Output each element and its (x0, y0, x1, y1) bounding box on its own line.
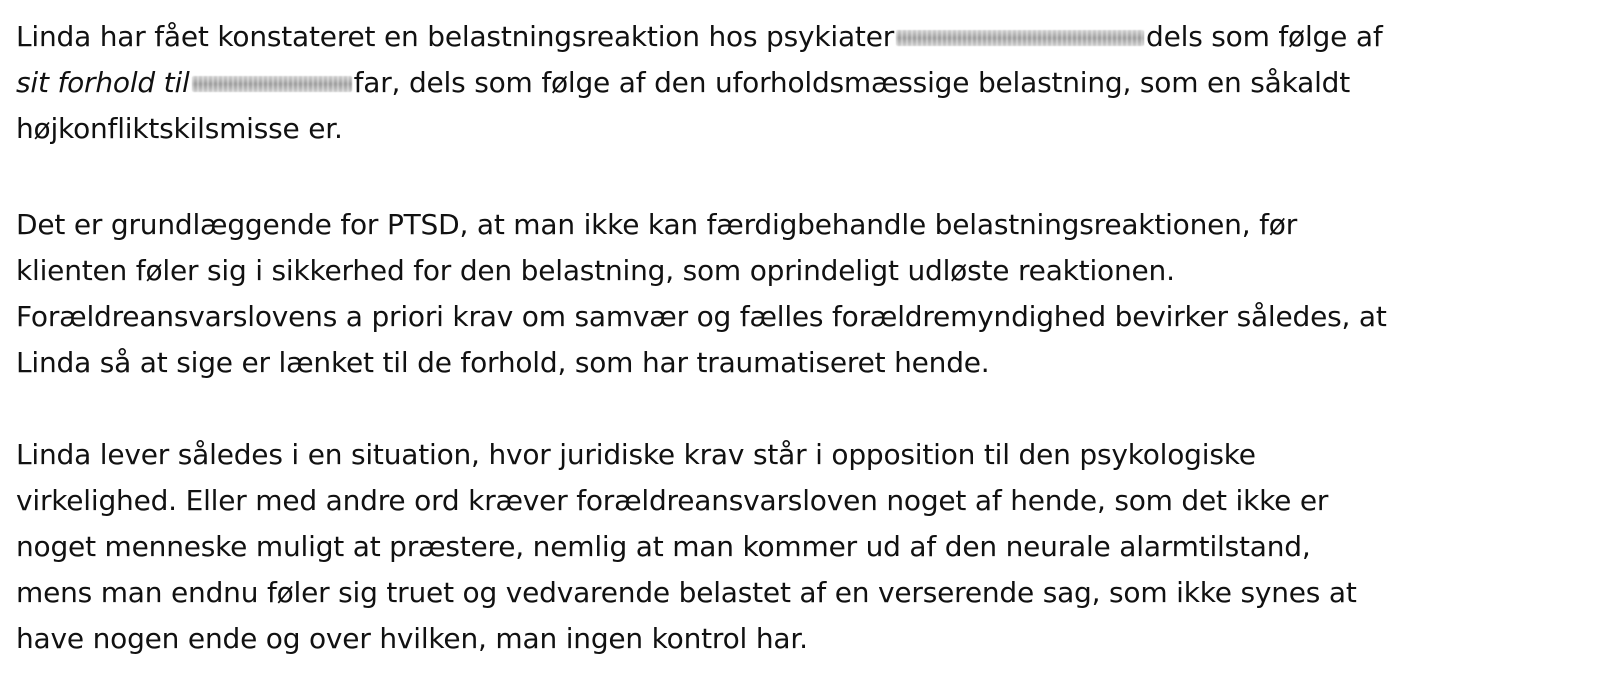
paragraph-1-line-1-tail: dels som følge af (1146, 20, 1383, 53)
redaction-bar (896, 30, 1144, 46)
paragraph-1-line-2-text: far, dels som følge af den uforholdsmæssige belastning, som en såkaldt (353, 66, 1351, 99)
paragraph-3-line-4: mens man endnu føler sig truet og vedvarende belastet af en verserende sag, som ikke synes at (16, 576, 1357, 609)
paragraph-1-line-1-text: Linda har fået konstateret en belastningsreaktion hos psykiater (16, 20, 895, 53)
paragraph-3-line-2: virkelighed. Eller med andre ord kræver forældreansvarsloven noget af hende, som det ikke er (16, 484, 1329, 517)
paragraph-1-line-2-italic: sit forhold til (16, 66, 190, 99)
paragraph-3-line-3: noget menneske muligt at præstere, nemlig at man kommer ud af den neurale alarmtilstand, (16, 530, 1311, 563)
paragraph-3-line-1: Linda lever således i en situation, hvor juridiske krav står i opposition til den psykologiske (16, 438, 1256, 471)
paragraph-2-line-1: Det er grundlæggende for PTSD, at man ikke kan færdigbehandle belastningsreaktionen, før (16, 208, 1298, 241)
paragraph-3-line-5: have nogen ende og over hvilken, man ingen kontrol har. (16, 622, 808, 655)
paragraph-2-line-3: Forældreansvarslovens a priori krav om samvær og fælles forældremyndighed bevirker således, at (16, 300, 1387, 333)
redaction-bar (192, 76, 352, 92)
paragraph-1-line-1 (16, 14, 1382, 60)
paragraph-1-line-3: højkonfliktskilsmisse er. (16, 112, 343, 145)
paragraph-2-line-4: Linda så at sige er lænket til de forhold, som har traumatiseret hende. (16, 346, 990, 379)
paragraph-1-line-2 (16, 60, 1350, 106)
paragraph-2-line-2: klienten føler sig i sikkerhed for den belastning, som oprindeligt udløste reaktionen. (16, 254, 1175, 287)
